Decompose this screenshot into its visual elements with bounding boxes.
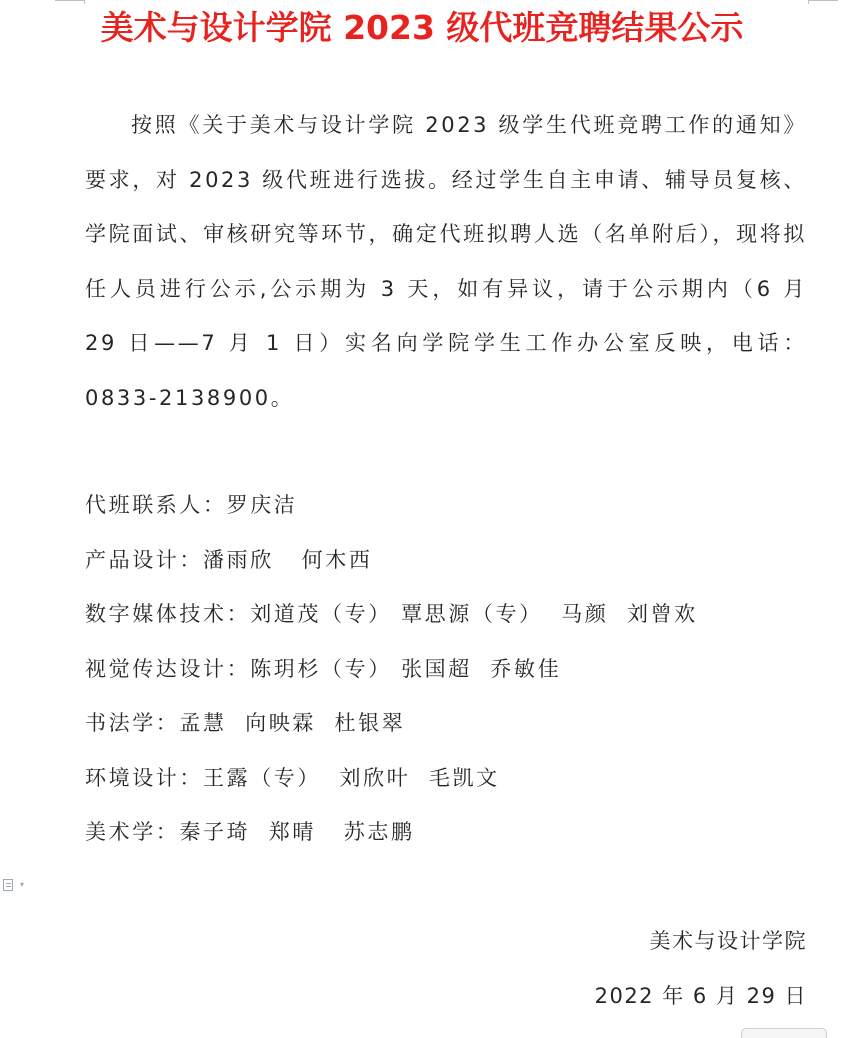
list-item: 环境设计：王露（专） 刘欣叶 毛凯文 [85,765,500,790]
corner-badge[interactable] [741,1028,827,1038]
list-item: 数字媒体技术：刘道茂（专） 覃思源（专） 马颜 刘曾欢 [85,602,698,626]
page-corner-mark-right [808,0,838,1]
signature-organization: 美术与设计学院 [649,929,807,953]
signature-date: 2022 年 6 月 29 日 [594,984,807,1008]
list-item: 美术学：秦子琦 郑晴 苏志鹏 [85,820,415,844]
list-item: 书法学：孟慧 向映霖 杜银翠 [85,711,406,735]
list-item: 视觉传达设计：陈玥杉（专） 张国超 乔敏佳 [85,656,562,681]
list-item: 产品设计：潘雨欣 何木西 [85,547,373,572]
document-title: 美术与设计学院 2023 级代班竞聘结果公示 [100,8,744,47]
list-item: 代班联系人：罗庆洁 [85,493,298,517]
page-corner-mark-left [55,0,85,1]
chevron-down-icon[interactable]: ▾ [20,880,25,889]
notice-body: 按照《关于美术与设计学院 2023 级学生代班竞聘工作的通知》要求，对 2023 级代班进行选拔。经过学生自主申请、辅导员复核、学院面试、审核研究等环节，确定代班拟聘人选（名单附后），现将拟任人员进行公示,公示期为 3 天，如有异议，请于公示期内（6 月 29 日——7 月 1 日）实名向学院学生工作办公室反映，电话：0833-2138900。 [85,113,807,410]
document-icon[interactable] [3,879,13,891]
roster-list [85,478,807,860]
